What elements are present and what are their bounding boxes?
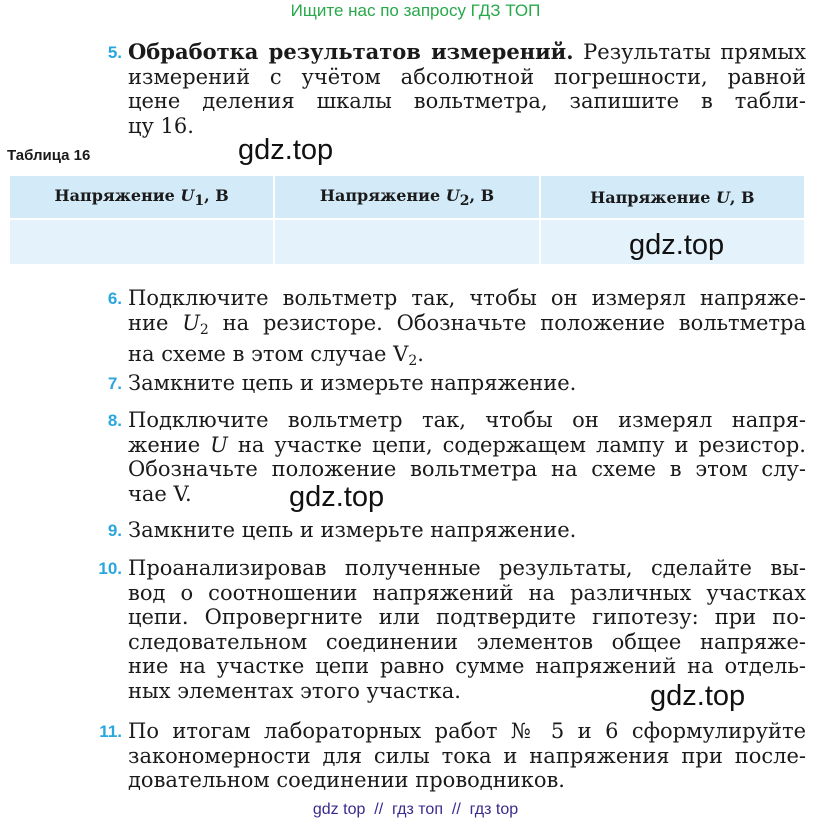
task-title: Обработка результатов измерений.	[128, 39, 574, 64]
task-text: По итогам лабораторных работ № 5 и 6 сформулируйте закономерности для силы тока и напряжения при после- довательном соединении проводников.	[128, 719, 806, 792]
task-text: Проанализировав полученные результаты, сделайте вы- вод о соотношении напряжений на различных участках цепи. Опровергните или подтвердите гипотезу: при по- следовательном соединении элементов общее напряже- ние на участке цепи равно сумме напряжений на отдель- ных элементах этого участка.	[128, 556, 806, 703]
header-cell-u1: Напряжение U1, В	[9, 175, 274, 219]
task-text: Замкните цепь и измерьте напряжение.	[128, 371, 577, 395]
header-cell-u2: Напряжение U2, В	[274, 175, 539, 219]
task-text: Подключите вольтметр так, чтобы он измерял напряже- ние $U_2$ на резисторе. Обозначьте положение вольтметра на схеме в этом случае $V_2$.	[128, 286, 806, 369]
watermark: gdz.top	[238, 134, 334, 166]
task-text: Подключите вольтметр так, чтобы он измерял напря- жение U на участке цепи, содержащем лампу и резистор. Обозначьте положение вольтметра на схеме в этом слу- чае V.	[128, 408, 806, 506]
top-banner: Ищите нас по запросу ГДЗ ТОП	[290, 1, 541, 20]
header-cell-u: Напряжение U, В	[540, 175, 805, 219]
task-number: 9.	[107, 521, 122, 540]
data-cell-u1	[9, 219, 274, 265]
table-label: Таблица 16	[7, 147, 91, 164]
task-text: Обработка результатов измерений. Результаты прямых измерений с учётом абсолютной погрешности, равной цене деления шкалы вольтметра, запишите в табли- цу 16.	[128, 39, 806, 138]
task-number: 10.	[98, 559, 122, 578]
table-header-row	[9, 175, 805, 219]
task-number: 11.	[99, 722, 122, 741]
watermark: gdz.top	[289, 481, 385, 513]
task-number: 6.	[107, 289, 122, 308]
data-cell-u2	[274, 219, 539, 265]
watermark: gdz.top	[629, 229, 725, 261]
watermark: gdz.top	[650, 680, 746, 712]
task-text: Замкните цепь и измерьте напряжение.	[128, 518, 577, 542]
task-number: 5.	[107, 43, 122, 62]
task-number: 7.	[107, 374, 122, 393]
task-number: 8.	[107, 411, 122, 430]
footer-watermark: gdz top // гдз топ // гдз top	[312, 801, 519, 818]
